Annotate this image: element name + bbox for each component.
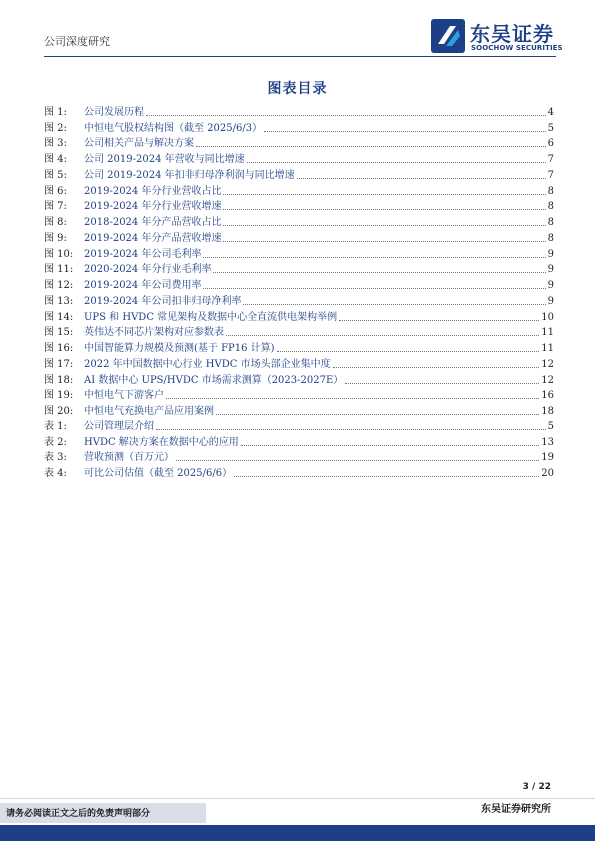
table-entry-link[interactable]: 可比公司估值（截至 2025/6/6） xyxy=(84,468,233,479)
dot-leader xyxy=(156,429,546,430)
figure-entry-page: 8 xyxy=(547,232,554,244)
dot-leader xyxy=(333,367,540,368)
figure-entry-link[interactable]: 中国智能算力规模及预测(基于 FP16 计算) xyxy=(84,343,275,354)
figure-entry[interactable] xyxy=(44,198,554,214)
dot-leader xyxy=(223,209,545,210)
figure-entry[interactable] xyxy=(44,229,554,245)
figure-entry[interactable] xyxy=(44,324,554,340)
dot-leader xyxy=(223,241,545,242)
figure-entry-page: 16 xyxy=(541,390,554,402)
figure-entry-label: 图 3: xyxy=(44,138,67,150)
footer-bar xyxy=(0,825,595,841)
figure-entry-label: 图 14: xyxy=(44,311,74,323)
figure-entry-page: 8 xyxy=(547,217,554,228)
figure-entry-label: 图 12: xyxy=(44,280,74,291)
figure-entry[interactable] xyxy=(44,213,554,229)
figure-entry-label: 图 17: xyxy=(44,358,74,370)
table-entry-label: 表 2: xyxy=(44,436,67,448)
figure-entry-link[interactable]: 中恒电气股权结构图（截至 2025/6/3） xyxy=(84,122,263,134)
figure-entry-label: 图 7: xyxy=(44,201,67,213)
table-entry-page: 19 xyxy=(541,452,554,464)
table-list xyxy=(44,417,554,480)
figure-entry-label: 图 19: xyxy=(44,390,74,402)
table-entry-page: 13 xyxy=(541,436,554,448)
figure-entry-link[interactable]: 2019-2024 年分行业营收增速 xyxy=(84,201,222,213)
figure-entry-label: 图 18: xyxy=(44,374,74,386)
table-entry[interactable] xyxy=(44,464,554,480)
table-entry-label: 表 3: xyxy=(44,452,67,464)
figure-entry-label: 图 11: xyxy=(44,264,74,276)
figure-entry-link[interactable]: 公司 2019-2024 年扣非归母净利润与同比增速 xyxy=(84,169,295,181)
dot-leader xyxy=(247,162,546,163)
dot-leader xyxy=(345,383,539,384)
figure-entry[interactable] xyxy=(44,355,554,371)
figure-entry-link[interactable]: 2019-2024 年公司毛利率 xyxy=(84,248,202,260)
figure-entry-link[interactable]: UPS 和 HVDC 常见架构及数据中心全直流供电架构举例 xyxy=(84,311,338,323)
dot-leader xyxy=(226,335,539,336)
figure-entry-link[interactable]: 2019-2024 年分行业营收占比 xyxy=(84,185,222,197)
figure-entry-page: 8 xyxy=(547,185,554,197)
figure-entry[interactable] xyxy=(44,308,554,324)
footer-brand: 东吴证券研究所 xyxy=(481,804,551,815)
table-entry-link[interactable]: HVDC 解决方案在数据中心的应用 xyxy=(84,436,239,448)
figure-entry-link[interactable]: 公司相关产品与解决方案 xyxy=(84,138,194,150)
table-entry[interactable] xyxy=(44,417,554,433)
table-entry-page: 20 xyxy=(541,468,554,479)
logo-chinese-name: 东吴证券 xyxy=(470,22,554,46)
dot-leader xyxy=(264,131,546,132)
figure-entry-label: 图 10: xyxy=(44,248,74,260)
dot-leader xyxy=(339,320,539,321)
figure-entry-page: 11 xyxy=(541,343,554,354)
figure-entry-label: 图 6: xyxy=(44,185,67,197)
figure-entry[interactable] xyxy=(44,292,554,308)
figure-entry-label: 图 13: xyxy=(44,295,74,307)
figure-entry-page: 12 xyxy=(541,358,554,370)
figure-entry-label: 图 1: xyxy=(44,106,67,118)
figure-entry-link[interactable]: 2018-2024 年分产品营收占比 xyxy=(84,217,222,228)
figure-entry-page: 7 xyxy=(547,154,554,165)
figure-entry[interactable] xyxy=(44,371,554,387)
figure-entry[interactable] xyxy=(44,261,554,277)
figure-entry-page: 9 xyxy=(547,280,554,291)
table-entry-page: 5 xyxy=(547,420,554,432)
figure-entry[interactable] xyxy=(44,182,554,198)
table-entry-label: 表 1: xyxy=(44,420,67,432)
figure-entry-label: 图 9: xyxy=(44,232,67,244)
figure-entry[interactable] xyxy=(44,339,554,355)
figure-entry-link[interactable]: 2019-2024 年分产品营收增速 xyxy=(84,232,222,244)
dot-leader xyxy=(234,476,539,477)
figure-entry-page: 18 xyxy=(541,406,554,417)
dot-leader xyxy=(243,304,545,305)
figure-entry-label: 图 2: xyxy=(44,122,67,134)
dot-leader xyxy=(196,146,546,147)
page-title: 图表目录 xyxy=(267,81,328,97)
figure-entry[interactable] xyxy=(44,387,554,403)
figure-entry-link[interactable]: 2019-2024 年公司费用率 xyxy=(84,280,202,291)
figure-entry-link[interactable]: 中恒电气下游客户 xyxy=(84,390,164,402)
header-divider xyxy=(44,56,556,57)
dot-leader xyxy=(203,288,545,289)
disclaimer-text: 请务必阅读正文之后的免责声明部分 xyxy=(6,809,151,819)
figure-entry-label: 图 16: xyxy=(44,343,74,354)
figure-entry-label: 图 8: xyxy=(44,217,67,228)
page-number: 3 / 22 xyxy=(522,782,551,792)
figure-entry-link[interactable]: 英伟达不同芯片架构对应参数表 xyxy=(84,327,224,339)
figure-entry-link[interactable]: 公司 2019-2024 年营收与同比增速 xyxy=(84,154,245,165)
figure-entry[interactable] xyxy=(44,245,554,261)
figure-entry-page: 8 xyxy=(547,201,554,213)
figure-entry-page: 5 xyxy=(547,122,554,134)
figure-entry-page: 6 xyxy=(547,138,554,150)
figure-entry-page: 9 xyxy=(547,264,554,276)
dot-leader xyxy=(176,460,539,461)
figure-entry-link[interactable]: 中恒电气充换电产品应用案例 xyxy=(84,406,214,417)
dot-leader xyxy=(241,445,539,446)
figure-entry-label: 图 20: xyxy=(44,406,74,417)
table-entry-link[interactable]: 营收预测（百万元） xyxy=(84,452,174,464)
logo-english-name: SOOCHOW SECURITIES xyxy=(471,44,563,52)
figure-entry-label: 图 5: xyxy=(44,169,67,181)
figure-entry-page: 9 xyxy=(547,248,554,260)
figure-entry[interactable] xyxy=(44,119,554,135)
figure-entry-label: 图 15: xyxy=(44,327,74,339)
figure-entry[interactable] xyxy=(44,150,554,166)
dot-leader xyxy=(223,194,545,195)
dot-leader xyxy=(203,257,545,258)
footer-divider xyxy=(0,798,595,799)
soochow-logo-icon xyxy=(430,18,466,54)
figure-entry-link[interactable]: 2019-2024 年公司扣非归母净利率 xyxy=(84,295,242,307)
dot-leader xyxy=(277,351,540,352)
figure-entry-page: 4 xyxy=(547,106,554,118)
figure-entry-page: 10 xyxy=(541,311,554,323)
figure-list xyxy=(44,103,554,418)
table-entry-label: 表 4: xyxy=(44,468,67,479)
figure-entry-label: 图 4: xyxy=(44,154,67,165)
figure-entry-link[interactable]: 公司发展历程 xyxy=(84,106,144,118)
figure-entry[interactable] xyxy=(44,166,554,182)
dot-leader xyxy=(297,178,546,179)
figure-entry-page: 11 xyxy=(541,327,554,339)
dot-leader xyxy=(166,398,539,399)
header-section-label: 公司深度研究 xyxy=(44,35,110,48)
dot-leader xyxy=(223,225,545,226)
figure-entry-page: 9 xyxy=(547,295,554,307)
table-entry[interactable] xyxy=(44,433,554,449)
table-entry-link[interactable]: 公司管理层介绍 xyxy=(84,420,154,432)
figure-entry[interactable] xyxy=(44,402,554,418)
dot-leader xyxy=(216,414,539,415)
figure-entry-link[interactable]: 2020-2024 年分行业毛利率 xyxy=(84,264,212,276)
dot-leader xyxy=(146,115,546,116)
figure-entry[interactable] xyxy=(44,276,554,292)
figure-entry-link[interactable]: AI 数据中心 UPS/HVDC 市场需求测算（2023-2027E） xyxy=(84,374,344,386)
figure-entry[interactable] xyxy=(44,103,554,119)
figure-entry-link[interactable]: 2022 年中国数据中心行业 HVDC 市场头部企业集中度 xyxy=(84,358,331,370)
figure-entry[interactable] xyxy=(44,135,554,151)
figure-entry-page: 12 xyxy=(541,374,554,386)
dot-leader xyxy=(213,272,545,273)
table-entry[interactable] xyxy=(44,449,554,465)
figure-entry-page: 7 xyxy=(547,169,554,181)
